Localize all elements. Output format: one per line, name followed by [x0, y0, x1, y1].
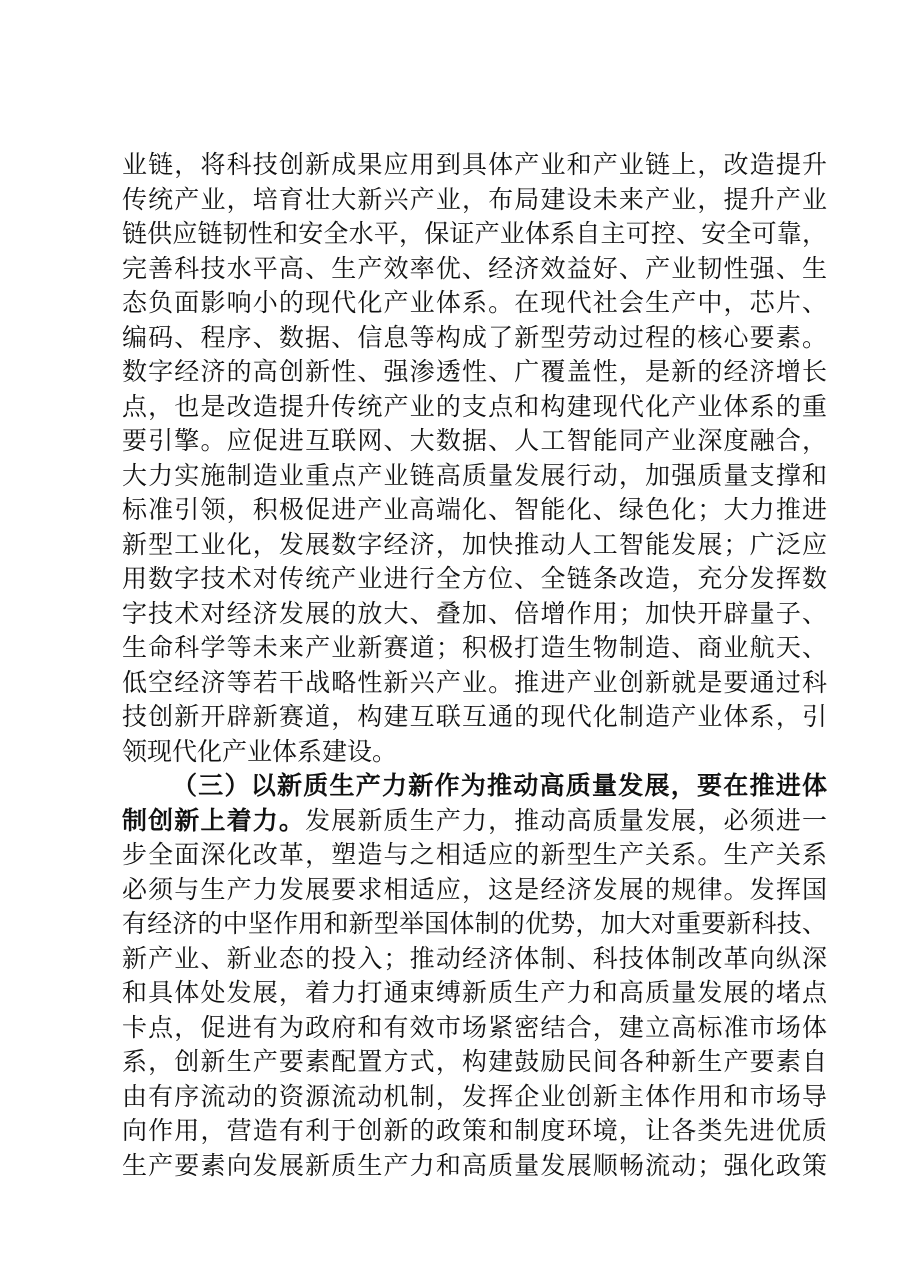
text-line: 要引擎。应促进互联网、大数据、人工智能同产业深度融合，	[122, 426, 827, 455]
section-heading-end: 制创新上着力。	[122, 805, 306, 835]
text-line: 大力实施制造业重点产业链高质量发展行动，加强质量支撑和	[122, 460, 827, 490]
text-line: 完善科技水平高、生产效率优、经济效益好、产业韧性强、生	[122, 253, 827, 283]
text-line: 链供应链韧性和安全水平，保证产业体系自主可控、安全可靠，	[122, 219, 827, 248]
text-line: 字技术对经济发展的放大、叠加、倍增作用；加快开辟量子、	[122, 598, 827, 628]
text-line: 由有序流动的资源流动机制，发挥企业创新主体作用和市场导	[122, 1081, 827, 1111]
text-line: 和具体处发展，着力打通束缚新质生产力和高质量发展的堵点	[122, 978, 827, 1007]
text-line: 有经济的中坚作用和新型举国体制的优势，加大对重要新科技、	[122, 909, 827, 938]
text-line: 步全面深化改革，塑造与之相适应的新型生产关系。生产关系	[122, 840, 827, 869]
text-line: 数字经济的高创新性、强渗透性、广覆盖性，是新的经济增长	[122, 357, 827, 386]
section-heading: （三）以新质生产力新作为推动高质量发展，要在推进体	[172, 771, 827, 800]
text-line: 新型工业化，发展数字经济，加快推动人工智能发展；广泛应	[122, 529, 827, 559]
text-line: 向作用，营造有利于创新的政策和制度环境，让各类先进优质	[122, 1116, 827, 1145]
text-line: 领现代化产业体系建设。	[122, 736, 398, 766]
document-page	[122, 148, 827, 1183]
paragraph-institutional-innovation	[122, 769, 827, 1183]
text-line: 编码、程序、数据、信息等构成了新型劳动过程的核心要素。	[122, 322, 827, 352]
text-line: 用数字技术对传统产业进行全方位、全链条改造，充分发挥数	[122, 564, 827, 593]
text-line: 新产业、新业态的投入；推动经济体制、科技体制改革向纵深	[122, 943, 827, 973]
text-line: 卡点，促进有为政府和有效市场紧密结合，建立高标准市场体	[122, 1012, 827, 1042]
text-line: 生产要素向发展新质生产力和高质量发展顺畅流动；强化政策	[122, 1150, 827, 1180]
text-line-rest: 发展新质生产力，推动高质量发展，必须进一	[305, 805, 827, 835]
text-line: 必须与生产力发展要求相适应，这是经济发展的规律。发挥国	[122, 874, 827, 904]
text-line: 态负面影响小的现代化产业体系。在现代社会生产中，芯片、	[122, 288, 827, 317]
text-line: 低空经济等若干战略性新兴产业。推进产业创新就是要通过科	[122, 667, 827, 697]
paragraph-industry-chain	[122, 148, 827, 769]
text-line: 点，也是改造提升传统产业的支点和构建现代化产业体系的重	[122, 391, 827, 421]
text-line: 生命科学等未来产业新赛道；积极打造生物制造、商业航天、	[122, 633, 827, 662]
text-line: 传统产业，培育壮大新兴产业，布局建设未来产业，提升产业	[122, 184, 827, 214]
text-line: 技创新开辟新赛道，构建互联互通的现代化制造产业体系，引	[122, 702, 827, 731]
text-line: 标准引领，积极促进产业高端化、智能化、绿色化；大力推进	[122, 495, 827, 524]
text-line: 系，创新生产要素配置方式，构建鼓励民间各种新生产要素自	[122, 1047, 827, 1076]
text-line: 业链，将科技创新成果应用到具体产业和产业链上，改造提升	[122, 150, 827, 179]
text-line	[122, 804, 827, 839]
